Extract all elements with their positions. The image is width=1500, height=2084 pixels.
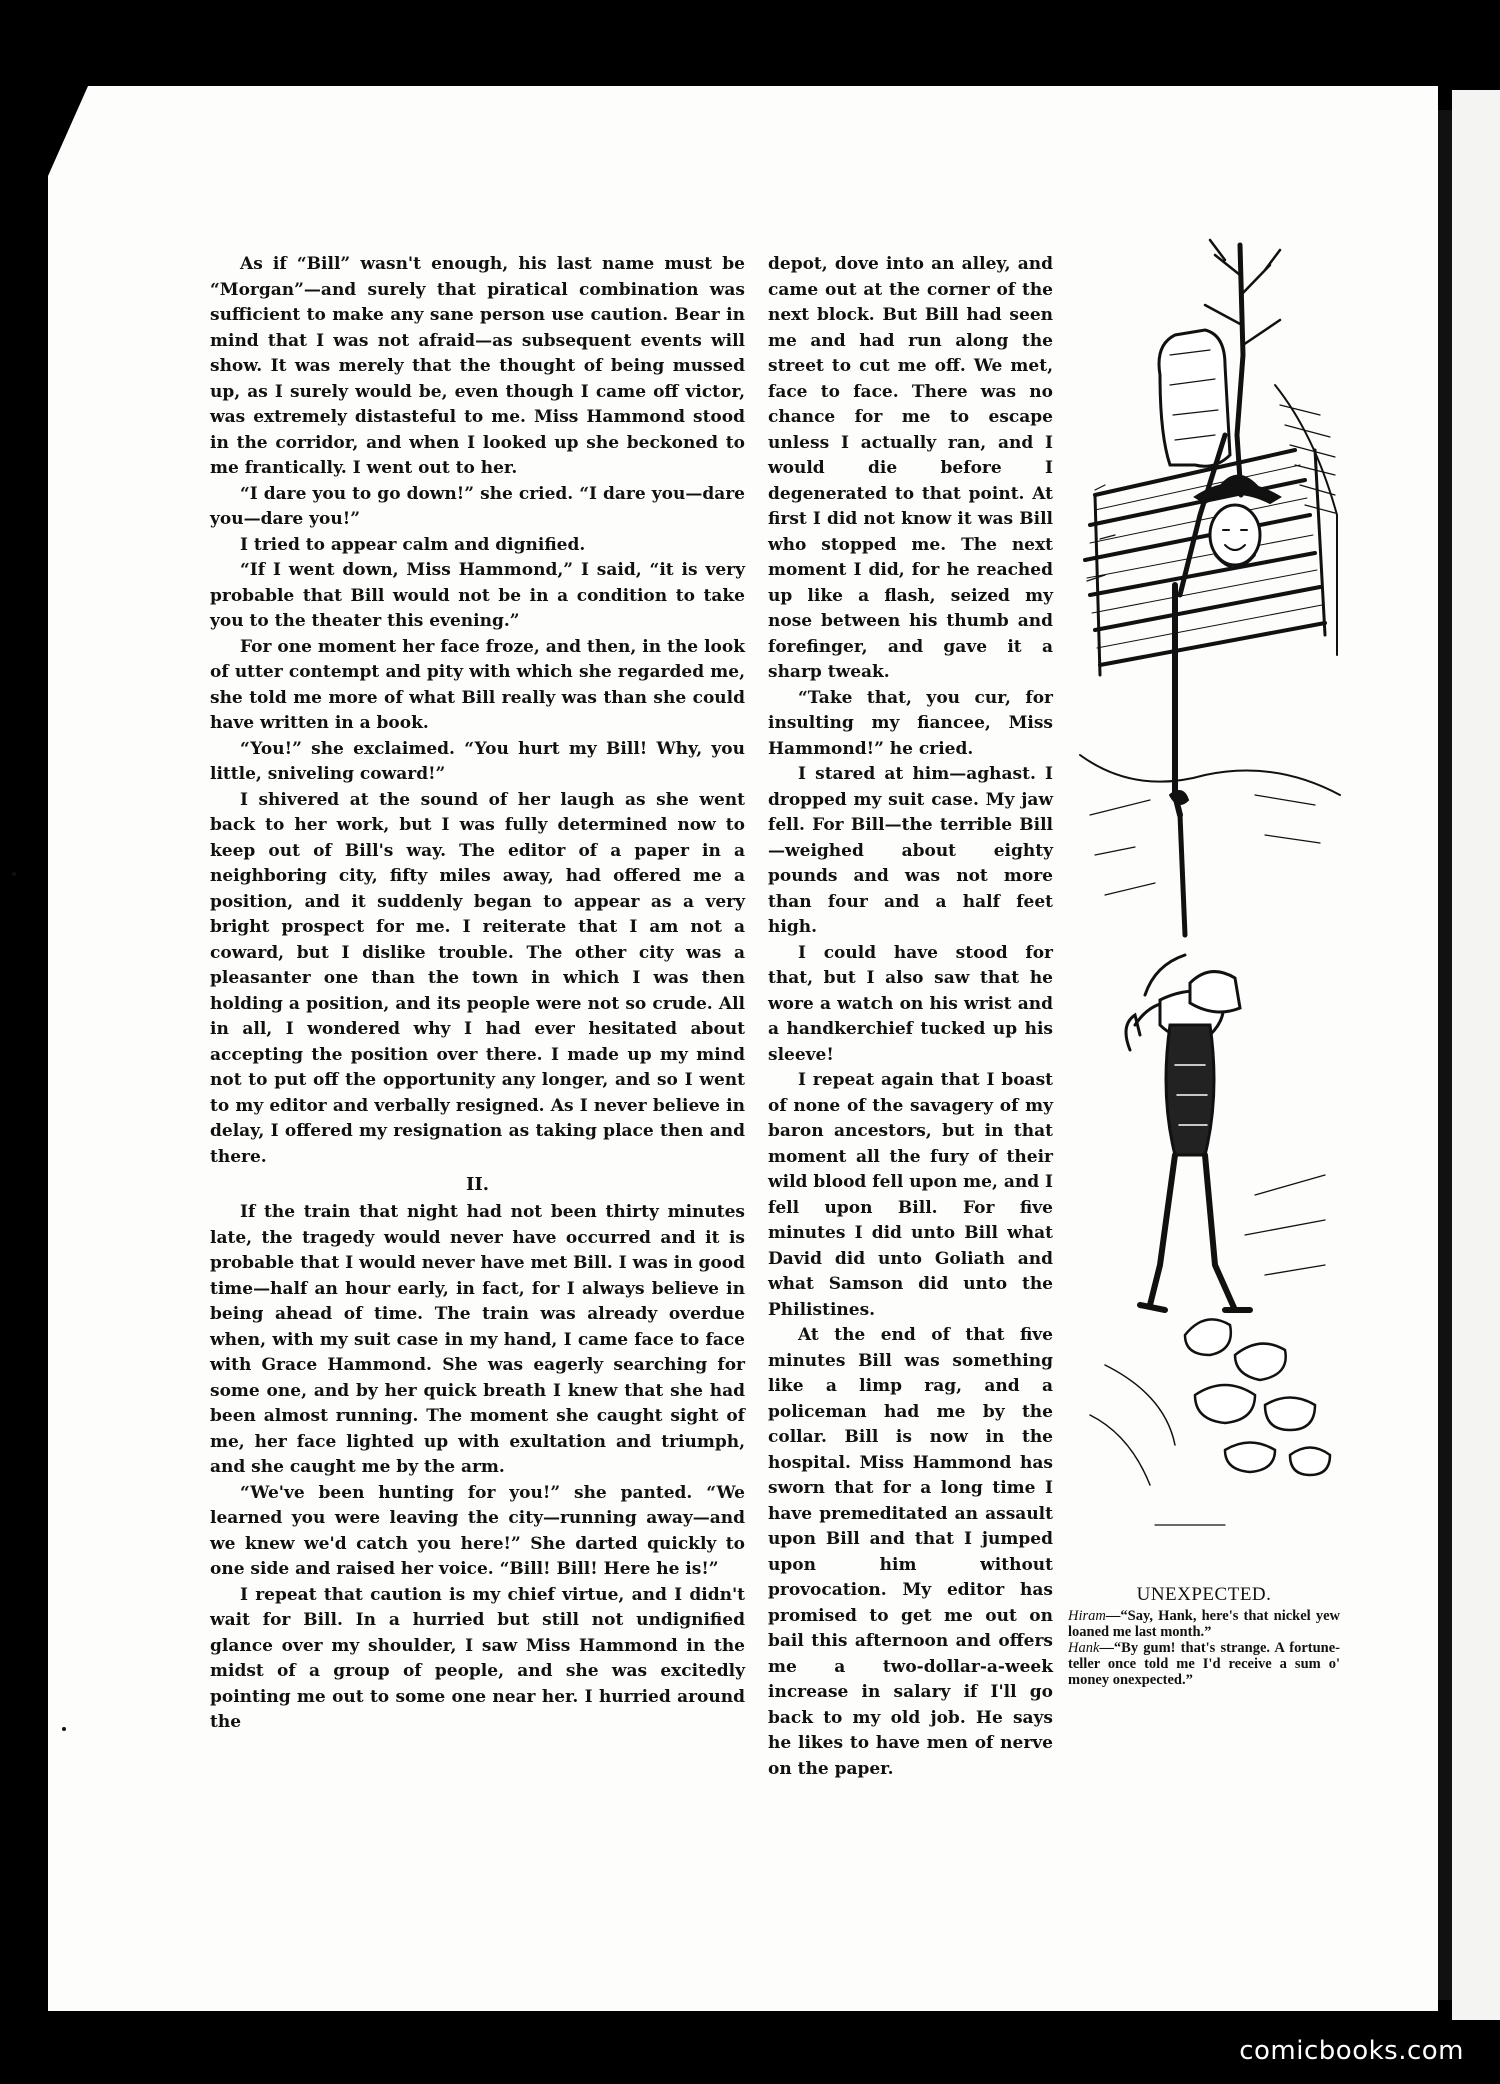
- watermark-text: comicbooks.com: [1239, 2036, 1464, 2066]
- scan-speck: [12, 872, 16, 876]
- paragraph: depot, dove into an alley, and came out at the corner of the next block. But Bill had seen me and had run along the street to cut me off. We met, face to face. There was no chance for me to escape unless I actually ran, and I would die before I degenerated to that point. At first I did not know it was Bill who stopped me. The next moment I did, for he reached up like a flash, seized my nose between his thumb and forefinger, and gave it a sharp tweak.: [768, 254, 1053, 682]
- page-spine: [1438, 110, 1452, 2000]
- caption-line-1: [1068, 1608, 1340, 1640]
- story-column-left: [210, 252, 745, 1736]
- paragraph: I shivered at the sound of her laugh as she went back to her work, but I was fully determined now to keep out of Bill's way. The editor of a paper in a neighboring city, fifty miles away, had offered me a position, and it suddenly began to appear as a very bright prospect for me. I reiterate that I am not a coward, but I dislike trouble. The other city was a pleasanter one than the town in which I was then holding a position, and its people were not so crude. All in all, I wondered why I had ever hesitated about accepting the position over there. I made up my mind not to put off the opportunity any longer, and so I went to my editor and verbally resigned. As I never believe in delay, I offered my resignation as taking place then and there.: [210, 789, 745, 1167]
- adjacent-page-edge: [1452, 90, 1500, 2020]
- speaker-name: Hiram: [1068, 1608, 1106, 1624]
- scan-speck: [62, 1727, 66, 1731]
- caption-title: UNEXPECTED.: [1136, 1584, 1272, 1605]
- paragraph: “We've been hunting for you!” she panted. “We learned you were leaving the city—running away—and we knew we'd catch you here!” She darted quickly to one side and raised her voice. “Bill! Bill! Here he is!”: [210, 1482, 745, 1579]
- paragraph: I could have stood for that, but I also saw that he wore a watch on his wrist and a handkerchief tucked up his sleeve!: [768, 942, 1053, 1065]
- cartoon-illustration: [1075, 235, 1345, 1575]
- paragraph: I stared at him—aghast. I dropped my suit case. My jaw fell. For Bill—the terrible Bill—weighed about eighty pounds and was not more than four and a half feet high.: [768, 764, 1053, 937]
- dialogue: —“Say, Hank, here's that nickel yew loaned me last month.”: [1068, 1608, 1340, 1640]
- speaker-name: Hank: [1068, 1640, 1100, 1656]
- section-heading: II.: [465, 1174, 490, 1195]
- cartoon-caption: [1068, 1584, 1340, 1688]
- paragraph: “I dare you to go down!” she cried. “I dare you—dare you—dare you!”: [210, 483, 745, 529]
- story-column-right: [768, 252, 1053, 1782]
- paragraph: I repeat that caution is my chief virtue, and I didn't wait for Bill. In a hurried but still not undignified glance over my shoulder, I saw Miss Hammond in the midst of a group of people, and she was excitedly pointing me out to some one near her. I hurried around the: [210, 1584, 745, 1732]
- paragraph: I tried to appear calm and dignified.: [240, 534, 586, 555]
- paragraph: At the end of that five minutes Bill was something like a limp rag, and a policeman had me by the collar. Bill is now in the hospital. Miss Hammond has sworn that for a long time I have premeditated an assault upon Bill and that I jumped upon him without provocation. My editor has promised to get me out on bail this afternoon and offers me a two-dollar-a-week increase in salary if I'll go back to my old job. He says he likes to have men of nerve on the paper.: [768, 1325, 1053, 1779]
- paragraph: For one moment her face froze, and then, in the look of utter contempt and pity with which she regarded me, she told me more of what Bill really was than she could have written in a book.: [210, 636, 745, 733]
- paragraph: “Take that, you cur, for insulting my fiancee, Miss Hammond!” he cried.: [768, 687, 1053, 759]
- paragraph: As if “Bill” wasn't enough, his last name must be “Morgan”—and surely that piratical combination was sufficient to make any sane person use caution. Bear in mind that I was not afraid—as subsequent events will show. It was merely that the thought of being mussed up, as I surely would be, even though I came off victor, was extremely distasteful to me. Miss Hammond stood in the corridor, and when I looked up she beckoned to me frantically. I went out to her.: [210, 254, 745, 478]
- paragraph: I repeat again that I boast of none of the savagery of my baron ancestors, but in that moment all the fury of their wild blood fell upon me, and I fell upon Bill. For five minutes I did unto Bill what David did unto Goliath and what Samson did unto the Philistines.: [768, 1070, 1053, 1320]
- paragraph: If the train that night had not been thirty minutes late, the tragedy would never have occurred and it is probable that I would never have met Bill. I was in good time—half an hour early, in fact, for I always believe in being ahead of time. The train was already overdue when, with my suit case in my hand, I came face to face with Grace Hammond. She was eagerly searching for some one, and by her quick breath I knew that she had been almost running. The moment she caught sight of me, her face lighted up with exultation and triumph, and she caught me by the arm.: [210, 1202, 745, 1477]
- dialogue: —“By gum! that's strange. A fortune-teller once told me I'd receive a sum o' money onexpected.”: [1068, 1640, 1340, 1688]
- caption-line-2: [1068, 1640, 1340, 1688]
- paragraph: “If I went down, Miss Hammond,” I said, “it is very probable that Bill would not be in a condition to take you to the theater this evening.”: [210, 560, 745, 631]
- paragraph: “You!” she exclaimed. “You hurt my Bill! Why, you little, sniveling coward!”: [210, 738, 745, 784]
